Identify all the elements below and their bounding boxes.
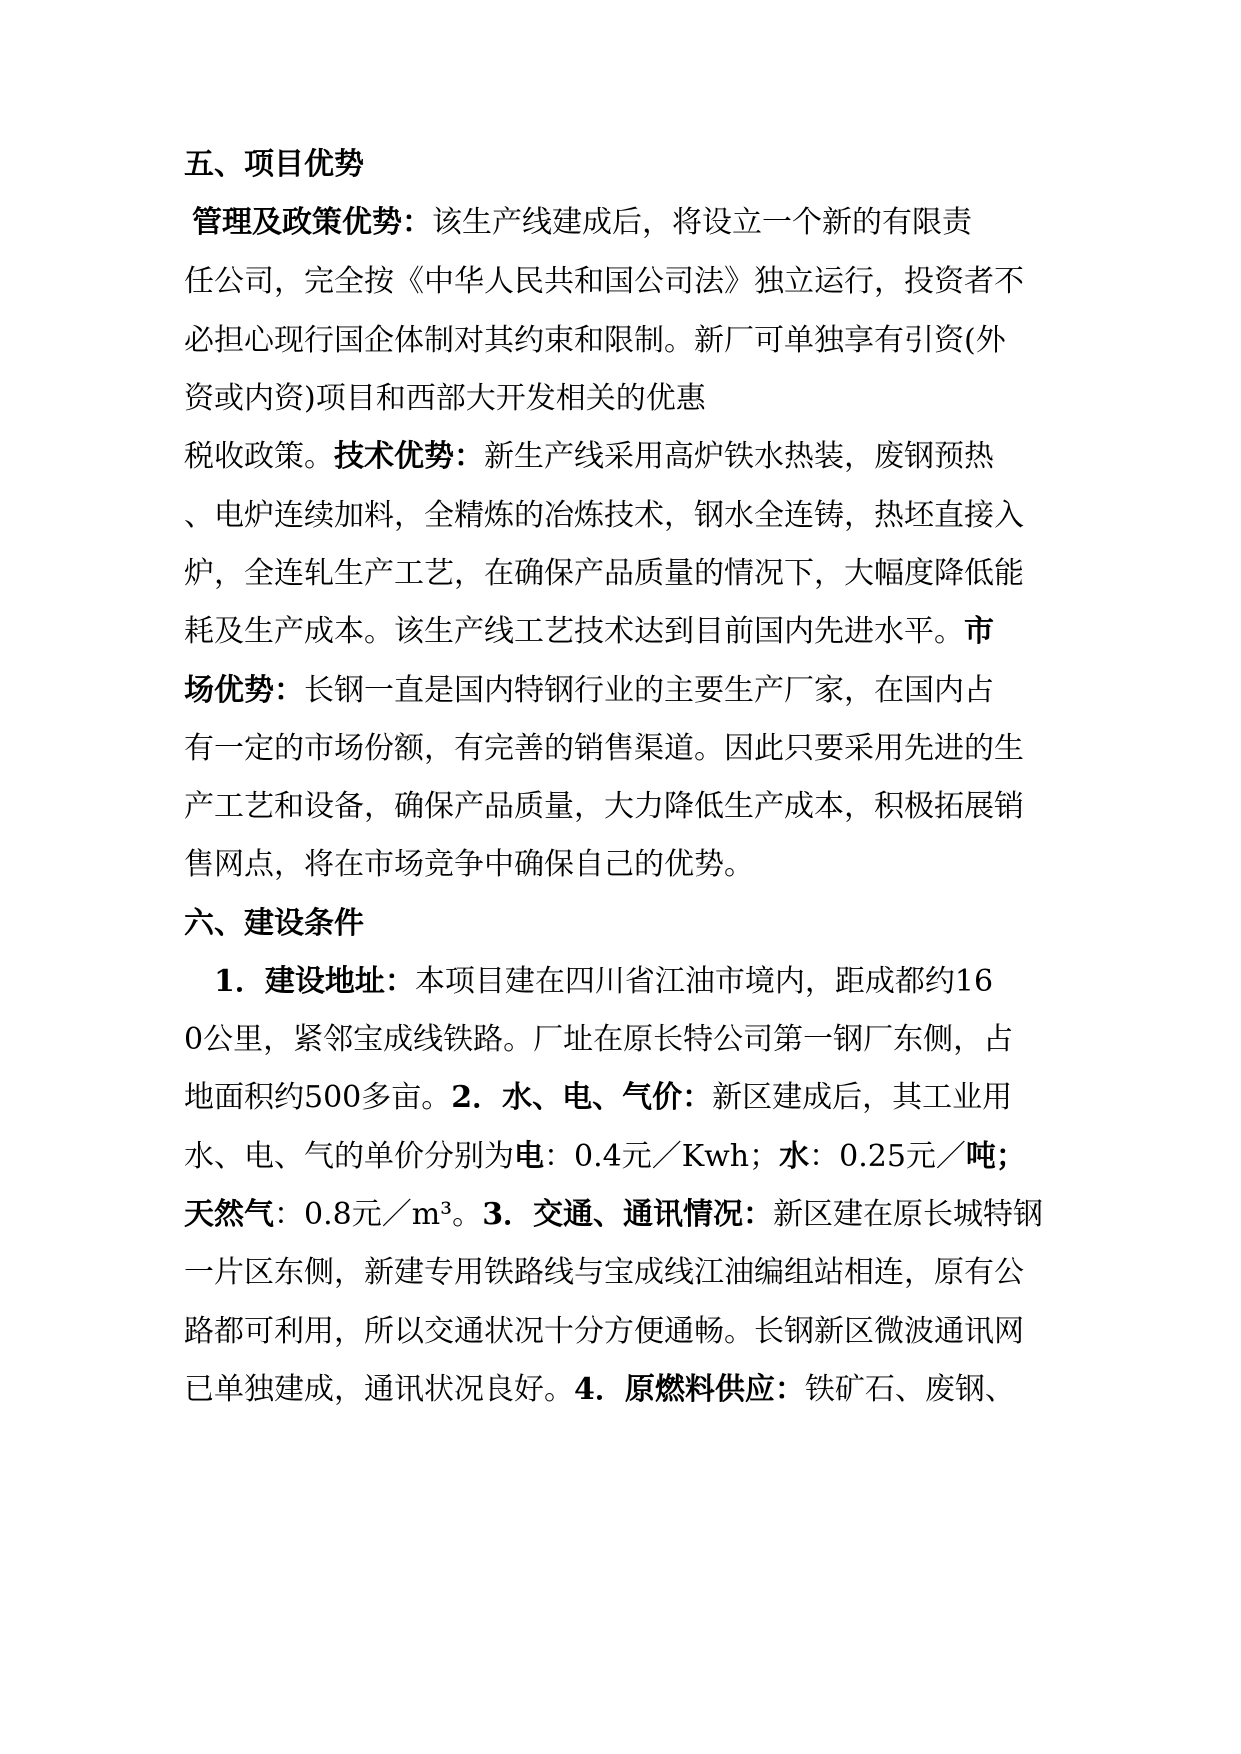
- paragraph-line: [184, 787, 1064, 827]
- paragraph-line: [184, 1078, 1064, 1118]
- text-run: 新区建成后，其工业用: [712, 1080, 1013, 1115]
- bold-term-utilities: 2．水、电、气价：: [451, 1080, 713, 1115]
- bold-term-tech: 技术优势：: [334, 439, 484, 474]
- text-run: 铁矿石、废钢、: [804, 1372, 1015, 1407]
- text-run: 该生产线建成后，将设立一个新的有限责: [432, 205, 972, 240]
- paragraph-line: [184, 612, 1064, 652]
- paragraph-line: [184, 379, 1064, 419]
- text-run: 必担心现行国企体制对其约束和限制。新厂可单独享有引资(外: [184, 323, 1006, 358]
- paragraph-line: [184, 262, 1064, 302]
- text-run: 地面积约500多亩。: [184, 1080, 452, 1115]
- text-run: 耗及生产成本。该生产线工艺技术达到目前国内先进水平。: [184, 614, 964, 649]
- paragraph-line: [184, 437, 1064, 477]
- paragraph-line: [214, 962, 1094, 1002]
- text-run: 长钢一直是国内特钢行业的主要生产厂家，在国内占: [304, 673, 994, 708]
- text-run: 本项目建在四川省江油市境内，距成都约16: [414, 964, 994, 999]
- text-run: 任公司，完全按《中华人民共和国公司法》独立运行，投资者不: [184, 264, 1024, 299]
- paragraph-line: [184, 1020, 1064, 1060]
- paragraph-line: [184, 1253, 1064, 1293]
- bold-term-water: 水: [779, 1139, 810, 1174]
- text-run: 新区建在原长城特钢: [773, 1197, 1044, 1232]
- text-run: ：0.4元／Kwh；: [544, 1139, 780, 1174]
- text-run: 路都可利用，所以交通状况十分方便通畅。长钢新区微波通讯网: [184, 1314, 1024, 1349]
- paragraph-line: [192, 203, 1072, 243]
- paragraph-line: [184, 321, 1064, 361]
- text-run: 新生产线采用高炉铁水热装，废钢预热: [484, 439, 994, 474]
- section-5-heading: 五、项目优势: [184, 147, 364, 182]
- text-run: 水、电、气的单价分别为: [184, 1139, 514, 1174]
- bold-term-natural-gas: 天然气: [184, 1197, 274, 1232]
- paragraph-line: [184, 671, 1064, 711]
- bold-term-management-policy: 管理及政策优势：: [192, 205, 432, 240]
- bold-term-site: 1．建设地址：: [214, 964, 415, 999]
- paragraph-line: [184, 1195, 1064, 1235]
- bold-term-market-start: 市: [964, 614, 994, 649]
- paragraph-line: [184, 554, 1064, 594]
- section-6-heading: 六、建设条件: [184, 906, 364, 941]
- text-run: 、电炉连续加料，全精炼的冶炼技术，钢水全连铸，热坯直接入: [184, 498, 1024, 533]
- text-run: 一片区东侧，新建专用铁路线与宝成线江油编组站相连，原有公: [184, 1255, 1024, 1290]
- text-run: 税收政策。: [184, 439, 334, 474]
- text-run: 炉，全连轧生产工艺，在确保产品质量的情况下，大幅度降低能: [184, 556, 1024, 591]
- text-run: 售网点，将在市场竞争中确保自己的优势。: [184, 847, 754, 882]
- text-run: ：0.25元／: [809, 1139, 966, 1174]
- text-run: 有一定的市场份额，有完善的销售渠道。因此只要采用先进的生: [184, 731, 1024, 766]
- paragraph-line: [184, 729, 1064, 769]
- paragraph-line: [184, 845, 1064, 885]
- text-run: 产工艺和设备，确保产品质量，大力降低生产成本，积极拓展销: [184, 789, 1024, 824]
- paragraph-line: [184, 496, 1064, 536]
- paragraph-line: [184, 1370, 1064, 1410]
- bold-term-raw-materials: 4．原燃料供应：: [574, 1372, 805, 1407]
- text-run: ：0.8元／m³。: [274, 1197, 483, 1232]
- bold-term-market: 场优势：: [184, 673, 304, 708]
- bold-term-transport: 3．交通、通讯情况：: [482, 1197, 774, 1232]
- paragraph-line: [184, 1137, 1064, 1177]
- bold-term-ton: 吨；: [965, 1139, 1026, 1174]
- text-run: 已单独建成，通讯状况良好。: [184, 1372, 574, 1407]
- text-run: 0公里，紧邻宝成线铁路。厂址在原长特公司第一钢厂东侧，占: [184, 1022, 1014, 1057]
- paragraph-line: [184, 1312, 1064, 1352]
- bold-term-electricity: 电: [514, 1139, 544, 1174]
- text-run: 资或内资)项目和西部大开发相关的优惠: [184, 381, 706, 416]
